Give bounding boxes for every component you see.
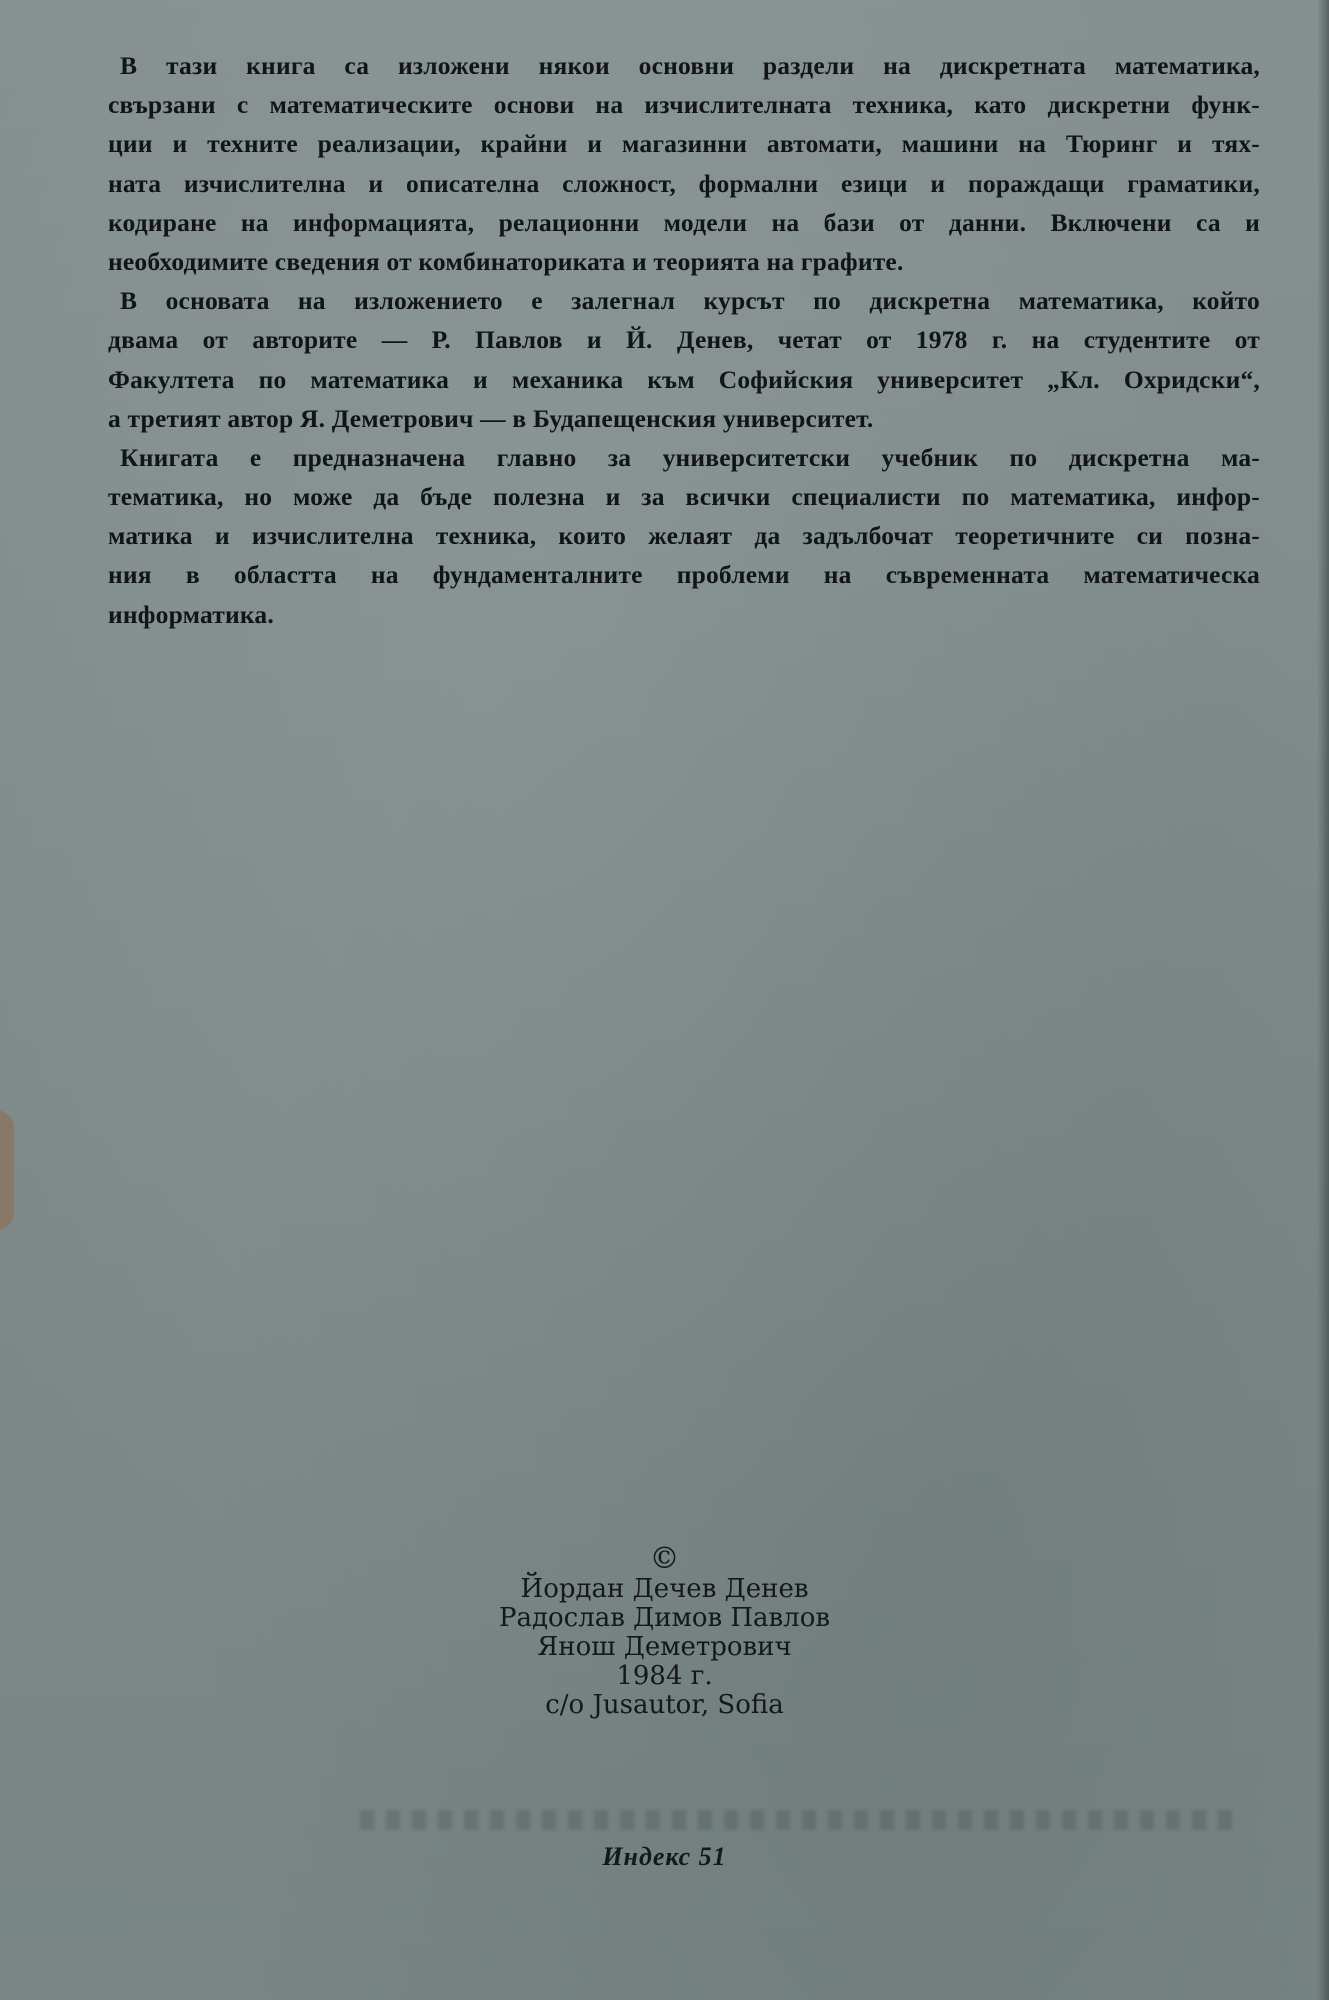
text-line: свързани с математическите основи на изчислителната техника, като дискретни функ- <box>108 90 1260 120</box>
page-tab-mark <box>0 1110 14 1230</box>
text-line: необходимите сведения от комбинаториката и теорията на графите. <box>108 246 904 276</box>
author-name: Радослав Димов Павлов <box>498 1603 830 1633</box>
text-line: кодиране на информацията, релационни модели на бази от данни. Включени са и <box>108 207 1260 237</box>
text-line: В основата на изложението е залегнал курсът по дискретна математика, който <box>120 286 1260 316</box>
text-line: матика и изчислителна техника, които желаят да задълбочат теоретичните си позна- <box>108 521 1260 551</box>
annotation-text <box>108 46 1260 634</box>
text-line: Факултета по математика и механика към Софийския университет „Кл. Охридски“, <box>108 364 1260 394</box>
index-label: Индекс 51 <box>602 1842 727 1871</box>
text-line: Книгата е предназначена главно за университетски учебник по дискретна ма- <box>120 442 1260 472</box>
text-line: информатика. <box>108 599 274 629</box>
text-line: ната изчислителна и описателна сложност, формални езици и пораждащи граматики, <box>108 168 1260 198</box>
copyright-year: 1984 г. <box>616 1661 713 1691</box>
text-line: ния в областта на фундаменталните проблеми на съвременната математическа <box>108 560 1260 590</box>
copyright-agency: c/o Jusautor, Sofia <box>545 1690 784 1720</box>
text-line: тематика, но може да бъде полезна и за всички специалисти по математика, инфор- <box>108 482 1260 512</box>
text-line: ции и техните реализации, крайни и магазинни автомати, машини на Тюринг и тях- <box>108 129 1260 159</box>
copyright-block <box>0 1543 1329 1720</box>
text-line: а третият автор Я. Деметрович — в Будапещенския университет. <box>108 403 874 433</box>
copyright-symbol: © <box>649 1541 680 1576</box>
text-line: В тази книга са изложени някои основни раздели на дискретната математика, <box>120 51 1260 80</box>
text-line: двама от авторите — Р. Павлов и Й. Денев, четат от 1978 г. на студентите от <box>108 325 1260 355</box>
author-name: Йордан Дечев Денев <box>520 1574 809 1604</box>
print-smudge <box>360 1810 1240 1830</box>
author-name: Янош Деметрович <box>537 1632 792 1662</box>
